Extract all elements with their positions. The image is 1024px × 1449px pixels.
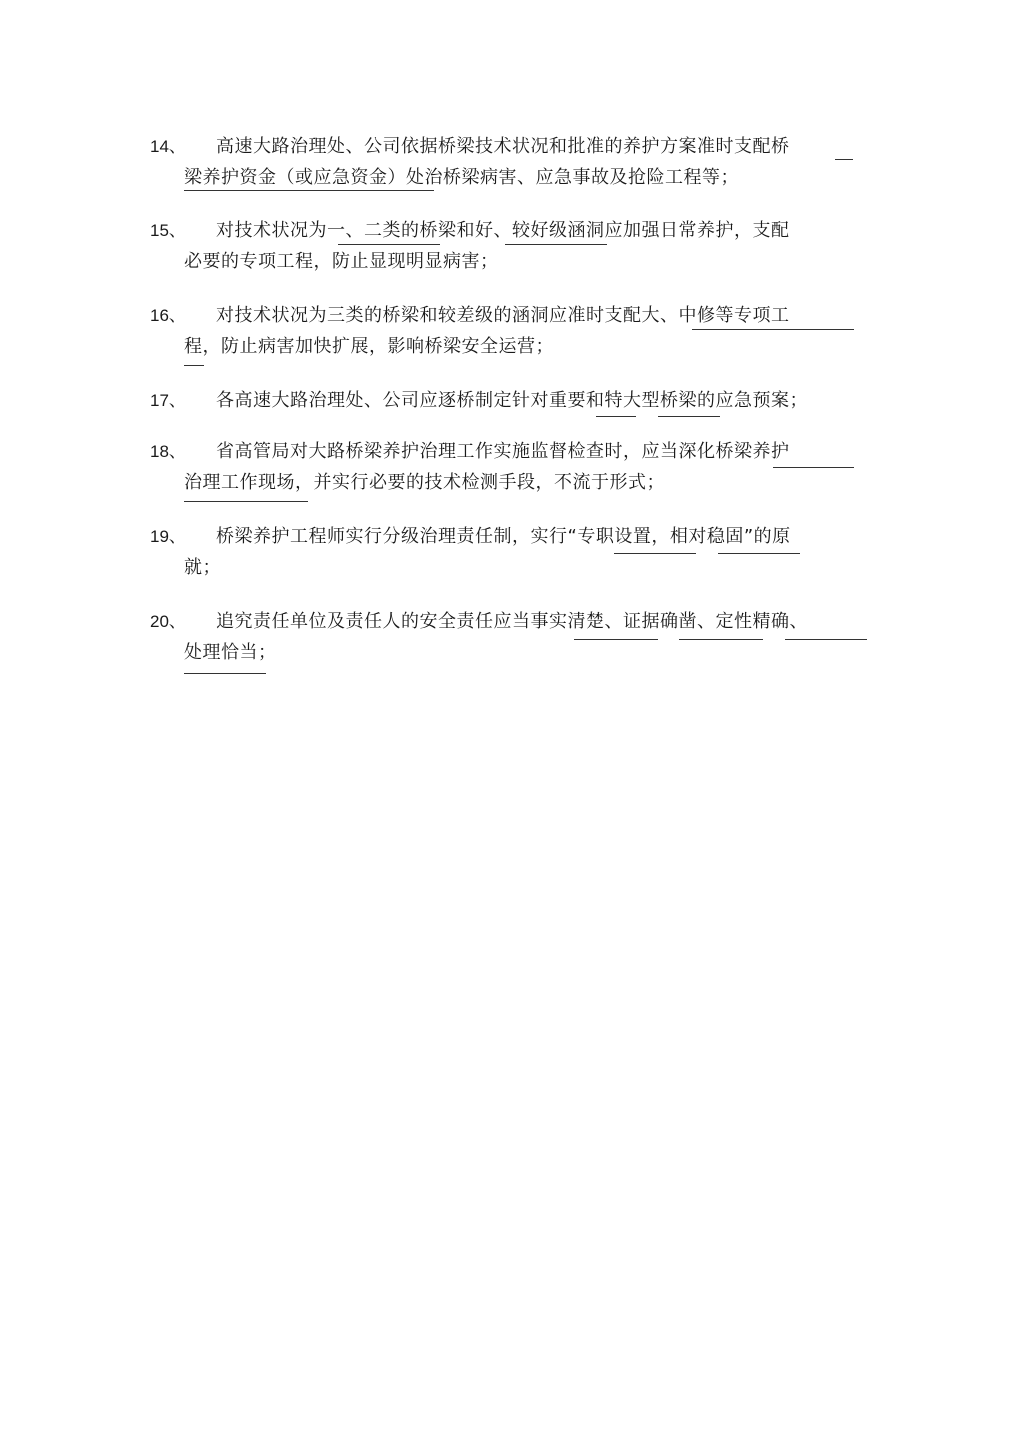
fill-blank	[574, 639, 658, 640]
fill-blank	[718, 553, 800, 554]
fill-blank	[785, 639, 867, 640]
item-number: 17、	[150, 391, 186, 410]
item-number: 14、	[150, 137, 186, 156]
item-text-line: 梁养护资金（或应急资金）处治桥梁病害、应急事故及抢险工程等；	[184, 167, 739, 188]
item-text-line: 对技术状况为三类的桥梁和较差级的涵洞应准时支配大、中修等专项工	[216, 305, 790, 326]
fill-blank	[614, 553, 696, 554]
item-number: 19、	[150, 527, 186, 546]
item-text-line: 各高速大路治理处、公司应逐桥制定针对重要和特大型桥梁的应急预案；	[216, 390, 808, 411]
item-text-line: 桥梁养护工程师实行分级治理责任制，实行“专职设置，相对稳固”的原	[216, 526, 791, 547]
fill-blank	[505, 244, 607, 245]
fill-blank	[835, 159, 853, 160]
fill-blank	[773, 467, 854, 468]
fill-blank	[338, 244, 440, 245]
fill-blank	[184, 673, 266, 674]
item-text-line: 追究责任单位及责任人的安全责任应当事实清楚、证据确凿、定性精确、	[216, 611, 808, 632]
fill-blank	[596, 416, 636, 417]
fill-blank	[184, 501, 308, 502]
item-text-line: 对技术状况为一、二类的桥梁和好、较好级涵洞应加强日常养护，支配	[216, 220, 790, 241]
item-number: 20、	[150, 612, 186, 631]
item-text-line: 高速大路治理处、公司依据桥梁技术状况和批准的养护方案准时支配桥	[216, 136, 790, 157]
fill-blank	[679, 639, 763, 640]
item-text-line: 程，防止病害加快扩展，影响桥梁安全运营；	[184, 336, 554, 357]
fill-blank	[692, 329, 854, 330]
fill-blank	[184, 190, 434, 191]
item-text-line: 治理工作现场，并实行必要的技术检测手段，不流于形式；	[184, 472, 665, 493]
item-text-line: 就；	[184, 557, 221, 578]
item-text-line: 处理恰当；	[184, 642, 277, 663]
item-text-line: 必要的专项工程，防止显现明显病害；	[184, 251, 499, 272]
fill-blank	[184, 365, 204, 366]
item-text-line: 省高管局对大路桥梁养护治理工作实施监督检查时，应当深化桥梁养护	[216, 441, 790, 462]
fill-blank	[658, 416, 720, 417]
item-number: 15、	[150, 221, 186, 240]
item-number: 16、	[150, 306, 186, 325]
item-number: 18、	[150, 442, 186, 461]
